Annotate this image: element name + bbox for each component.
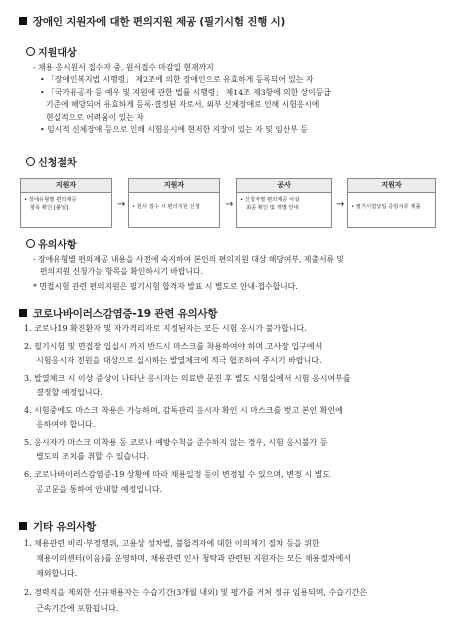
flow-step-4 [347,178,436,228]
other-item: 2. 경력직을 제외한 신규채용자는 수습기간(3개월 내외) 및 평가를 거쳐 정규 임용되며, 수습기간은 [24,588,368,597]
flow-step-head: 지원자 [129,179,219,193]
arrow-right-icon: → [336,199,345,210]
covid-item: 2. 필기시험 및 면접장 입실시 까지 반드시 마스크를 착용하여야 하며 고사장 입구에서 [24,342,323,351]
notes-line: - 장애유형별 편의제공 내용을 사전에 숙지하여 본인의 편의지원 대상 해당여부, 제출서류 및 [33,255,345,264]
covid-item-cont: 시험응시자 전원을 대상으로 실시하는 발열체크에 적극 협조하여 주시기 바랍니다. [36,356,322,365]
subtitle-notes: 유의사항 [26,236,77,251]
subtitle-procedure: 신청절차 [26,154,77,169]
square-bullet-icon [19,522,27,530]
flow-step-head: 지원자 [348,179,435,193]
flow-step-text: 최종 확인 및 개별 안내 [246,205,299,211]
flow-step-text: • 필기시험당일 증빙서류 제출 [351,204,421,210]
other-item-cont: 제외합니다. [36,569,78,578]
notes-line: * 면접시험 관련 편의지원은 필기시험 합격자 발표 시 별도로 안내·접수합니다. [33,282,298,291]
flow-step-head: 공사 [237,179,331,193]
square-bullet-icon [19,309,27,317]
flow-step-2 [128,178,220,228]
flow-step-head: 지원자 [21,179,111,193]
circle-bullet-icon [26,157,35,166]
other-item-cont: 근속기간에 포함됩니다. [36,604,119,613]
section-title-disability-support: 장애인 지원자에 대한 편의지원 제공 (필기시험 진행 시) [19,14,285,29]
flow-step-text: • 원서 접수 시 편의지원 신청 [132,204,200,210]
subtitle-target: 지원대상 [26,44,77,59]
covid-item-cont: 공고문을 통하여 안내할 예정입니다. [36,485,163,494]
flow-step-text: • 장애유형별 편의제공 [24,197,77,203]
covid-item: 4. 시험중에도 마스크 착용은 가능하며, 감독관리 응시자 확인 시 마스크를 벗고 본인 확인에 [24,406,343,415]
target-line: 기준에 해당되어 유효하게 등록·결정된 자로서, 외부 신체장애로 인해 시험응시에 [46,100,320,109]
covid-item: 5. 응시자가 마스크 미착용 등 코로나 예방수칙을 준수하지 않는 경우, 시험 응시불가 등 [24,438,328,447]
procedure-flowchart [20,178,436,230]
circle-bullet-icon [26,47,35,56]
flow-step-3 [236,178,332,228]
target-line: • 「국가유공자 등 예우 및 지원에 관한 법률 시행령」 제14조 제3항에 의한 상이등급 [40,88,331,97]
target-line: - 채용 응시원서 접수자 중, 원서접수 마감일 현재까지 [33,63,214,72]
other-item-cont: 채용이의센터(이음)를 운영하며, 채용관련 인사 청탁과 관련된 지원자는 모든 채용절차에서 [36,554,352,563]
notes-line: 편의지원 신청가능 항목을 확인하시기 바랍니다. [40,267,204,276]
square-bullet-icon [19,17,27,25]
flow-step-1 [20,178,112,228]
target-line: 현실적으로 어려움이 있는 자 [46,113,144,122]
covid-item-cont: 별도의 조치를 취할 수 있습니다. [36,452,150,461]
covid-item: 3. 발열체크 시 이상 증상이 나타난 응시자는 의료반 문진 후 별도 시험실에서 시험 응시여부를 [24,374,351,383]
covid-item: 1. 코로나19 확진환자 및 자가격리자로 지정된자는 모든 시험 응시가 불가합니다. [24,324,307,333]
flow-step-text: • 신청자별 편의제공 사실 [240,197,300,203]
circle-bullet-icon [26,239,35,248]
arrow-right-icon: → [117,199,126,210]
target-line: • 「장애인복지법 시행령」 제2조에 의한 장애인으로 유효하게 등록되어 있는 자 [40,75,314,84]
arrow-right-icon: → [225,199,234,210]
flow-step-text: 항목 확인 [붙임] [30,205,69,211]
covid-item: 6. 코로나바이러스감염증-19 상황에 따라 채용일정 등이 변경될 수 있으며, 변경 시 별도 [24,470,331,479]
other-item: 1. 채용관련 비리·부정행위, 고용상 성차별, 불합격자에 대한 이의제기 절차 등을 위한 [24,539,320,548]
section-title-other: 기타 유의사항 [19,519,96,534]
section-title-covid: 코로나바이러스감염증-19 관련 유의사항 [19,306,217,321]
target-line: • 임시적 신체장애 등으로 인해 시험응시에 현저한 지장이 있는 자 및 임산부 등 [40,125,308,134]
covid-item-cont: 결정할 예정입니다. [36,388,103,397]
covid-item-cont: 응하여야 합니다. [36,420,96,429]
